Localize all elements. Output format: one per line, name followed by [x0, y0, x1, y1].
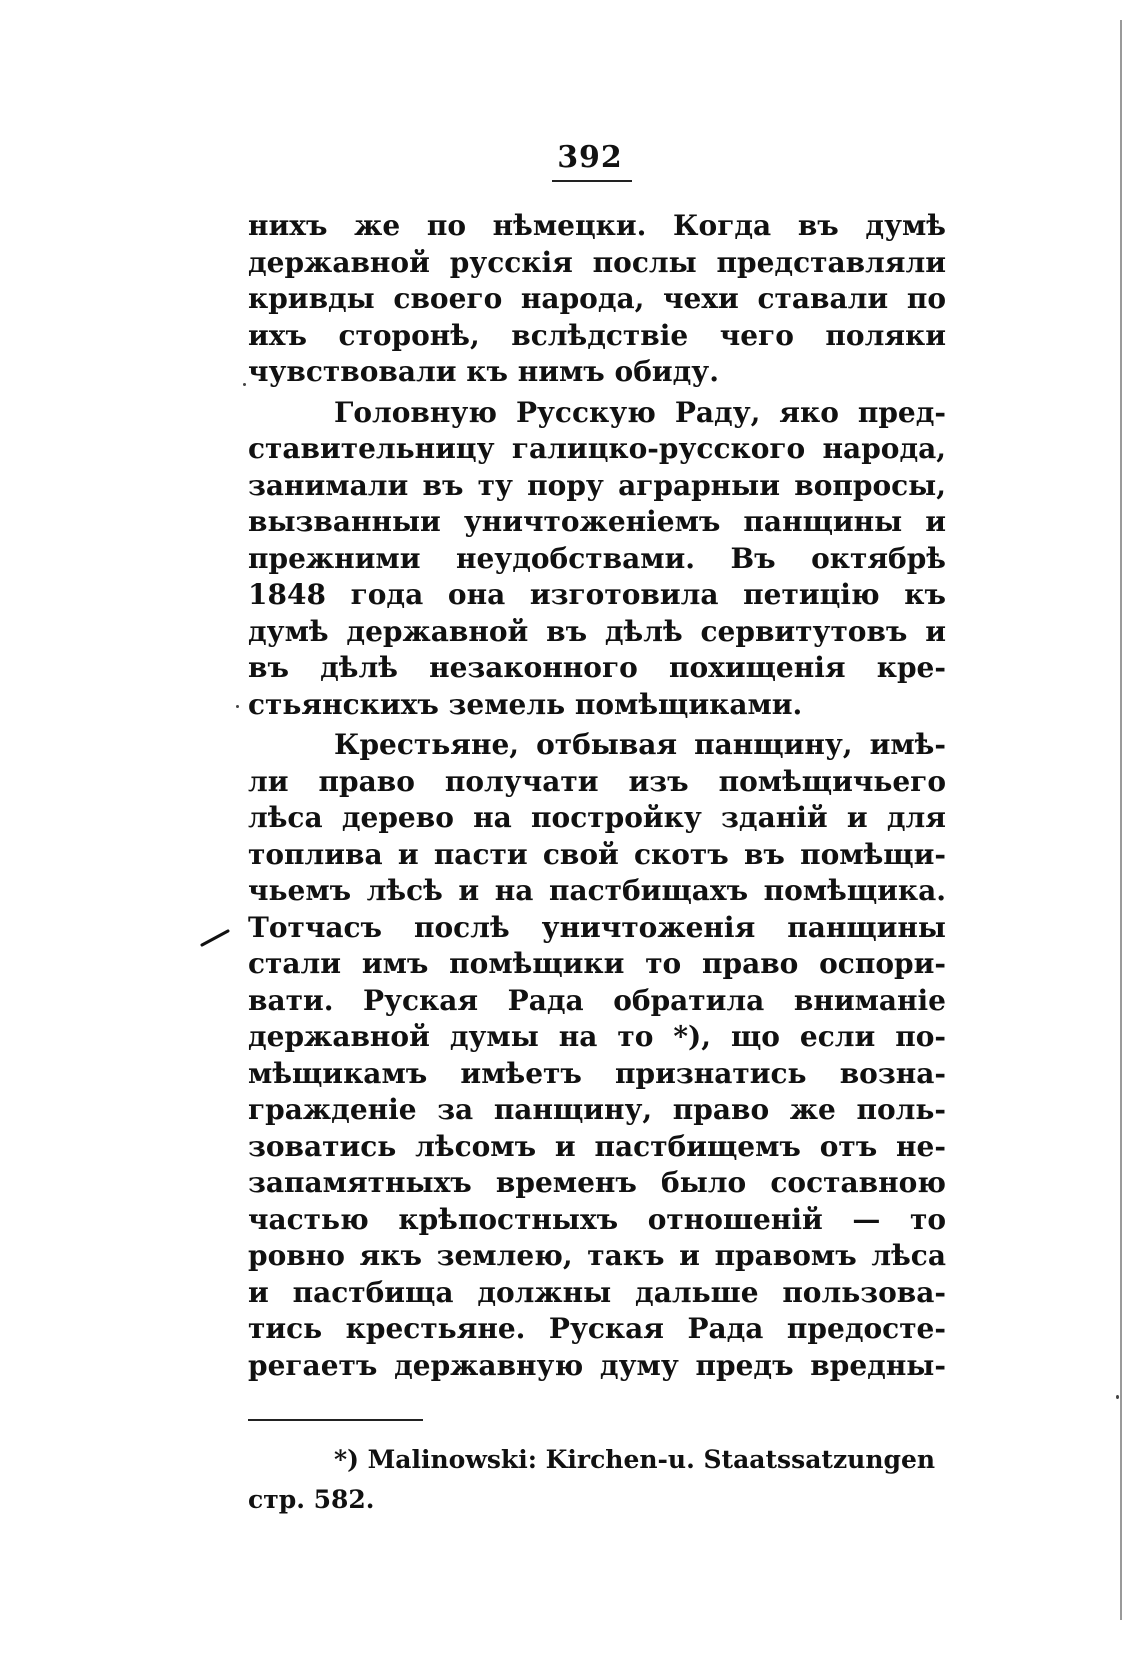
print-speck: [236, 705, 239, 708]
text-line: кривды своего народа, чехи ставали по: [248, 282, 946, 315]
pencil-margin-mark: [198, 928, 238, 948]
page-number: 392: [557, 140, 623, 175]
text-line: лѣса дерево на постройку зданій и для: [248, 801, 946, 834]
text-line: гражденіе за панщину, право же поль-: [248, 1093, 946, 1126]
text-line: Тотчасъ послѣ уничтоженія панщины: [248, 910, 946, 944]
text-line: державной русскія послы представляли: [248, 245, 946, 279]
text-line: ли право получати изъ помѣщичьего: [248, 764, 946, 798]
body-text: [248, 208, 946, 1384]
scan-edge-line: [1120, 20, 1122, 1620]
text-line: занимали въ ту пору аграрныи вопросы,: [248, 468, 946, 502]
text-line: частью крѣпостныхъ отношеній — то: [248, 1202, 946, 1236]
print-speck: [1116, 1395, 1119, 1399]
text-line: Крестьяне, отбывая панщину, имѣ-: [334, 728, 946, 761]
text-line: нихъ же по нѣмецки. Когда въ думѣ: [248, 209, 946, 242]
text-line: ставительницу галицко-русского народа,: [248, 432, 946, 465]
text-line: прежними неудобствами. Въ октябрѣ: [248, 541, 946, 575]
text-line: вати. Руская Рада обратила вниманіе: [248, 983, 946, 1017]
text-line: Головную Русскую Раду, яко пред-: [334, 395, 946, 429]
footnote-line-2: стр. 582.: [248, 1485, 375, 1514]
text-line: чьемъ лѣсѣ и на пастбищахъ помѣщика.: [248, 874, 946, 907]
text-line: вызванныи уничтоженіемъ панщины и: [248, 505, 946, 538]
text-line: чувствовали къ нимъ обиду.: [248, 355, 719, 388]
text-line: 1848 года она изготовила петицію къ: [248, 578, 946, 611]
footnote-line-1: *) Malinowski: Kirchen-u. Staatssatzungen: [334, 1445, 936, 1474]
footnote: [248, 1440, 946, 1520]
text-line: регаетъ державную думу предъ вредны-: [248, 1348, 946, 1382]
text-line: мѣщикамъ имѣетъ признатись возна-: [248, 1056, 946, 1090]
text-line: и пастбища должны дальше пользова-: [248, 1275, 946, 1309]
text-line: думѣ державной въ дѣлѣ сервитутовъ и: [248, 614, 946, 648]
text-line: стали имъ помѣщики то право оспори-: [248, 947, 946, 980]
page-number-underline: [552, 180, 632, 182]
text-line: запамятныхъ временъ было составною: [248, 1166, 946, 1199]
text-line: тись крестьяне. Руская Рада предосте-: [248, 1312, 946, 1345]
text-line: топлива и пасти свой скотъ въ помѣщи-: [248, 837, 946, 871]
text-line: стьянскихъ земель помѣщиками.: [248, 687, 803, 721]
text-line: въ дѣлѣ незаконного похищенія кре-: [248, 651, 946, 684]
print-speck: [243, 383, 246, 386]
text-line: зоватись лѣсомъ и пастбищемъ отъ не-: [248, 1129, 946, 1163]
footnote-separator: [248, 1419, 423, 1421]
text-line: ровно якъ землею, такъ и правомъ лѣса: [248, 1239, 946, 1272]
text-line: державной думы на то *), що если по-: [248, 1020, 946, 1053]
text-line: ихъ сторонѣ, вслѣдствіе чего поляки: [248, 318, 946, 352]
